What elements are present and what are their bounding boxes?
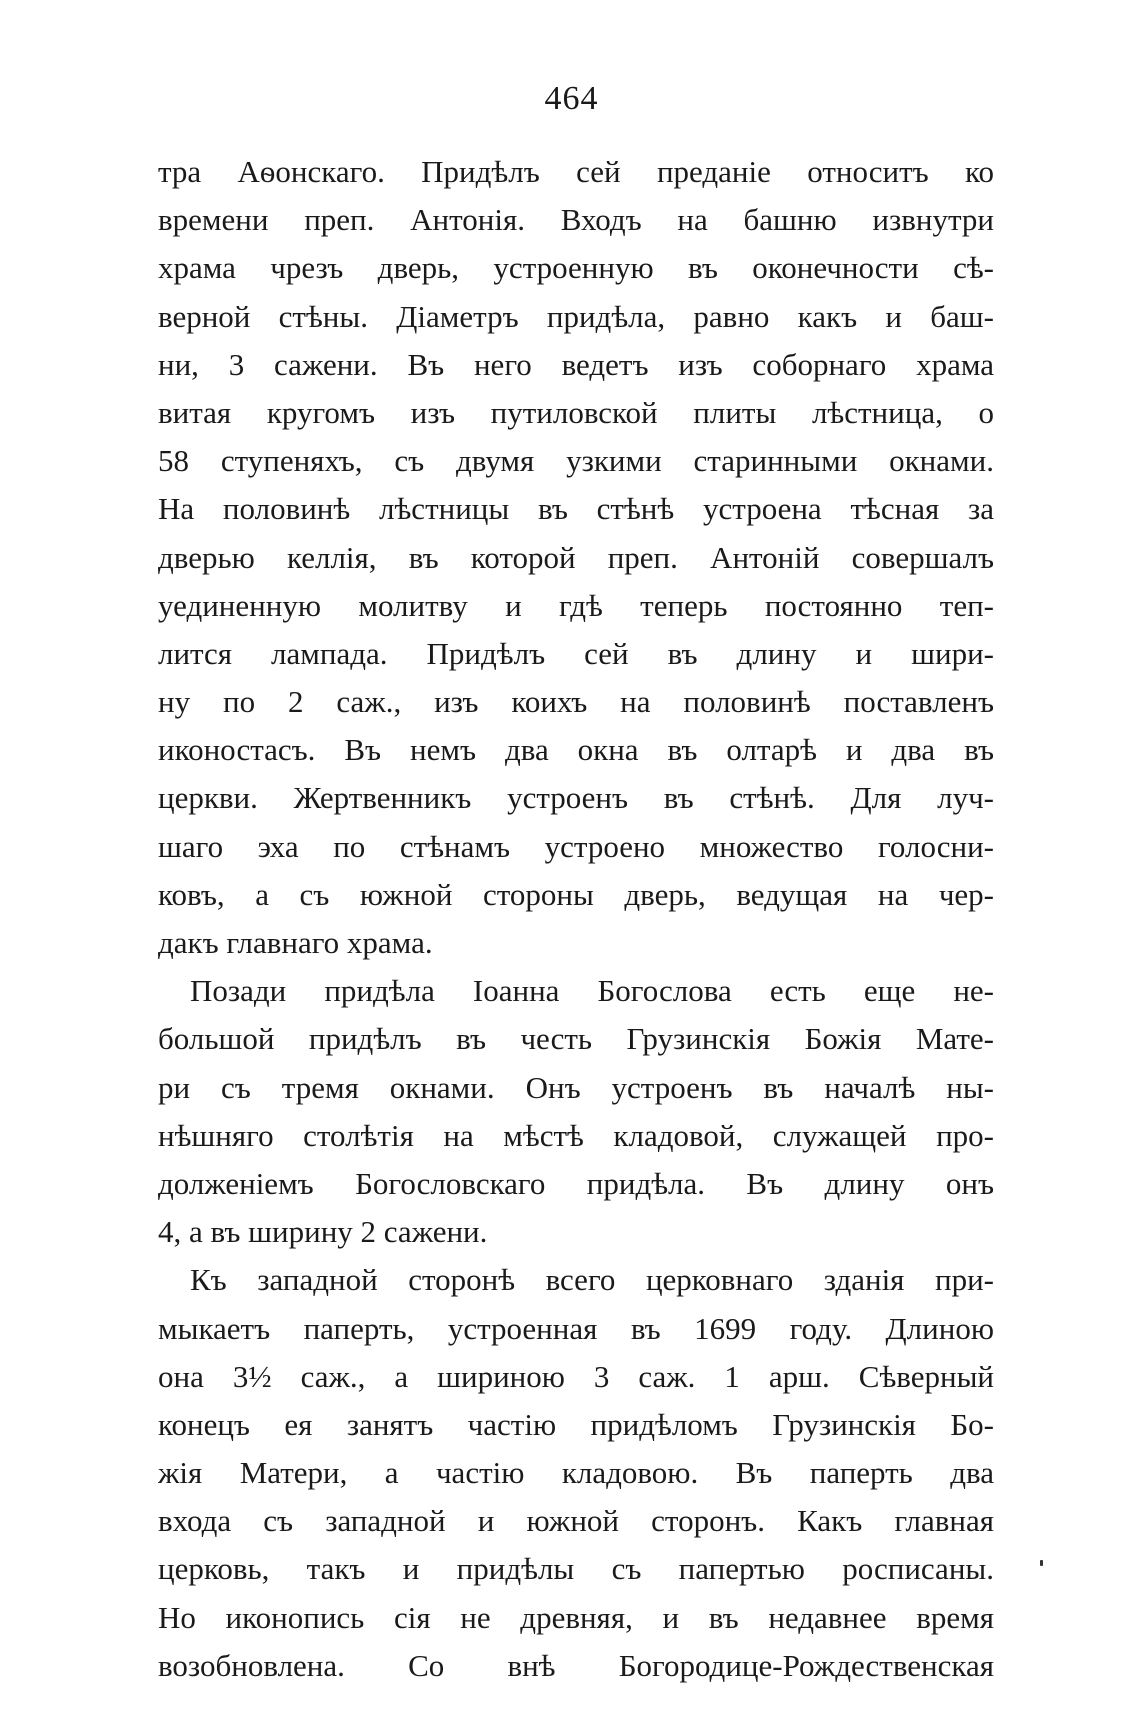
text-line: дверью келлія, въ которой преп. Антоній совершалъ — [158, 539, 994, 575]
text-line: церковь, такъ и придѣлы съ папертью росписаны. — [158, 1551, 994, 1587]
text-line: она 3½ саж., а шириною 3 саж. 1 арш. Сѣверный — [158, 1358, 994, 1394]
text-line: лится лампада. Придѣлъ сей въ длину и шири- — [158, 635, 994, 671]
text-line: нѣшняго столѣтія на мѣстѣ кладовой, служащей про- — [158, 1117, 994, 1153]
text-line: уединенную молитву и гдѣ теперь постоянно теп- — [158, 587, 994, 623]
body-text — [158, 148, 994, 1690]
text-line: 4, а въ ширину 2 сажени. — [158, 1214, 488, 1250]
text-line: 58 ступеняхъ, съ двумя узкими старинными окнами. — [158, 443, 994, 479]
text-line: Но иконопись сія не древняя, и въ недавнее время — [158, 1599, 994, 1635]
page-number: 464 — [544, 80, 599, 117]
text-line: возобновлена. Со внѣ Богородице-Рождественская — [158, 1647, 994, 1683]
text-line: ну по 2 саж., изъ коихъ на половинѣ поставленъ — [158, 684, 994, 720]
text-line: шаго эха по стѣнамъ устроено множество голосни- — [158, 828, 994, 864]
text-line: времени преп. Антонія. Входъ на башню извнутри — [158, 202, 994, 238]
text-line: храма чрезъ дверь, устроенную въ оконечности сѣ- — [158, 250, 994, 286]
text-line: ни, 3 сажени. Въ него ведетъ изъ соборнаго храма — [158, 346, 994, 382]
text-line: долженіемъ Богословскаго придѣла. Въ длину онъ — [158, 1165, 994, 1201]
text-line: иконостасъ. Въ немъ два окна въ олтарѣ и два въ — [158, 732, 994, 768]
text-line: тра Аѳонскаго. Придѣлъ сей преданіе относитъ ко — [158, 154, 994, 189]
text-line: церкви. Жертвенникъ устроенъ въ стѣнѣ. Для луч- — [158, 780, 994, 816]
text-line: витая кругомъ изъ путиловской плиты лѣстница, о — [158, 394, 994, 430]
text-line: ри съ тремя окнами. Онъ устроенъ въ началѣ ны- — [158, 1069, 994, 1105]
text-line: ковъ, а съ южной стороны дверь, ведущая на чер- — [158, 876, 994, 912]
text-line: Къ западной сторонѣ всего церковнаго зданія при- — [190, 1262, 994, 1298]
text-line: дакъ главнаго храма. — [158, 925, 433, 960]
ink-speck — [1040, 1560, 1043, 1566]
text-line: конецъ ея занятъ частію придѣломъ Грузинскія Бо- — [158, 1406, 994, 1442]
text-line: большой придѣлъ въ честь Грузинскія Божія Мате- — [158, 1021, 994, 1057]
text-line: мыкаетъ паперть, устроенная въ 1699 году. Длиною — [158, 1310, 994, 1346]
text-line: Позади придѣла Іоанна Богослова есть еще не- — [190, 973, 994, 1009]
text-line: входа съ западной и южной сторонъ. Какъ главная — [158, 1503, 994, 1539]
text-line: На половинѣ лѣстницы въ стѣнѣ устроена тѣсная за — [158, 491, 994, 527]
text-line: жія Матери, а частію кладовою. Въ паперть два — [158, 1455, 994, 1491]
text-line: верной стѣны. Діаметръ придѣла, равно какъ и баш- — [158, 298, 994, 334]
